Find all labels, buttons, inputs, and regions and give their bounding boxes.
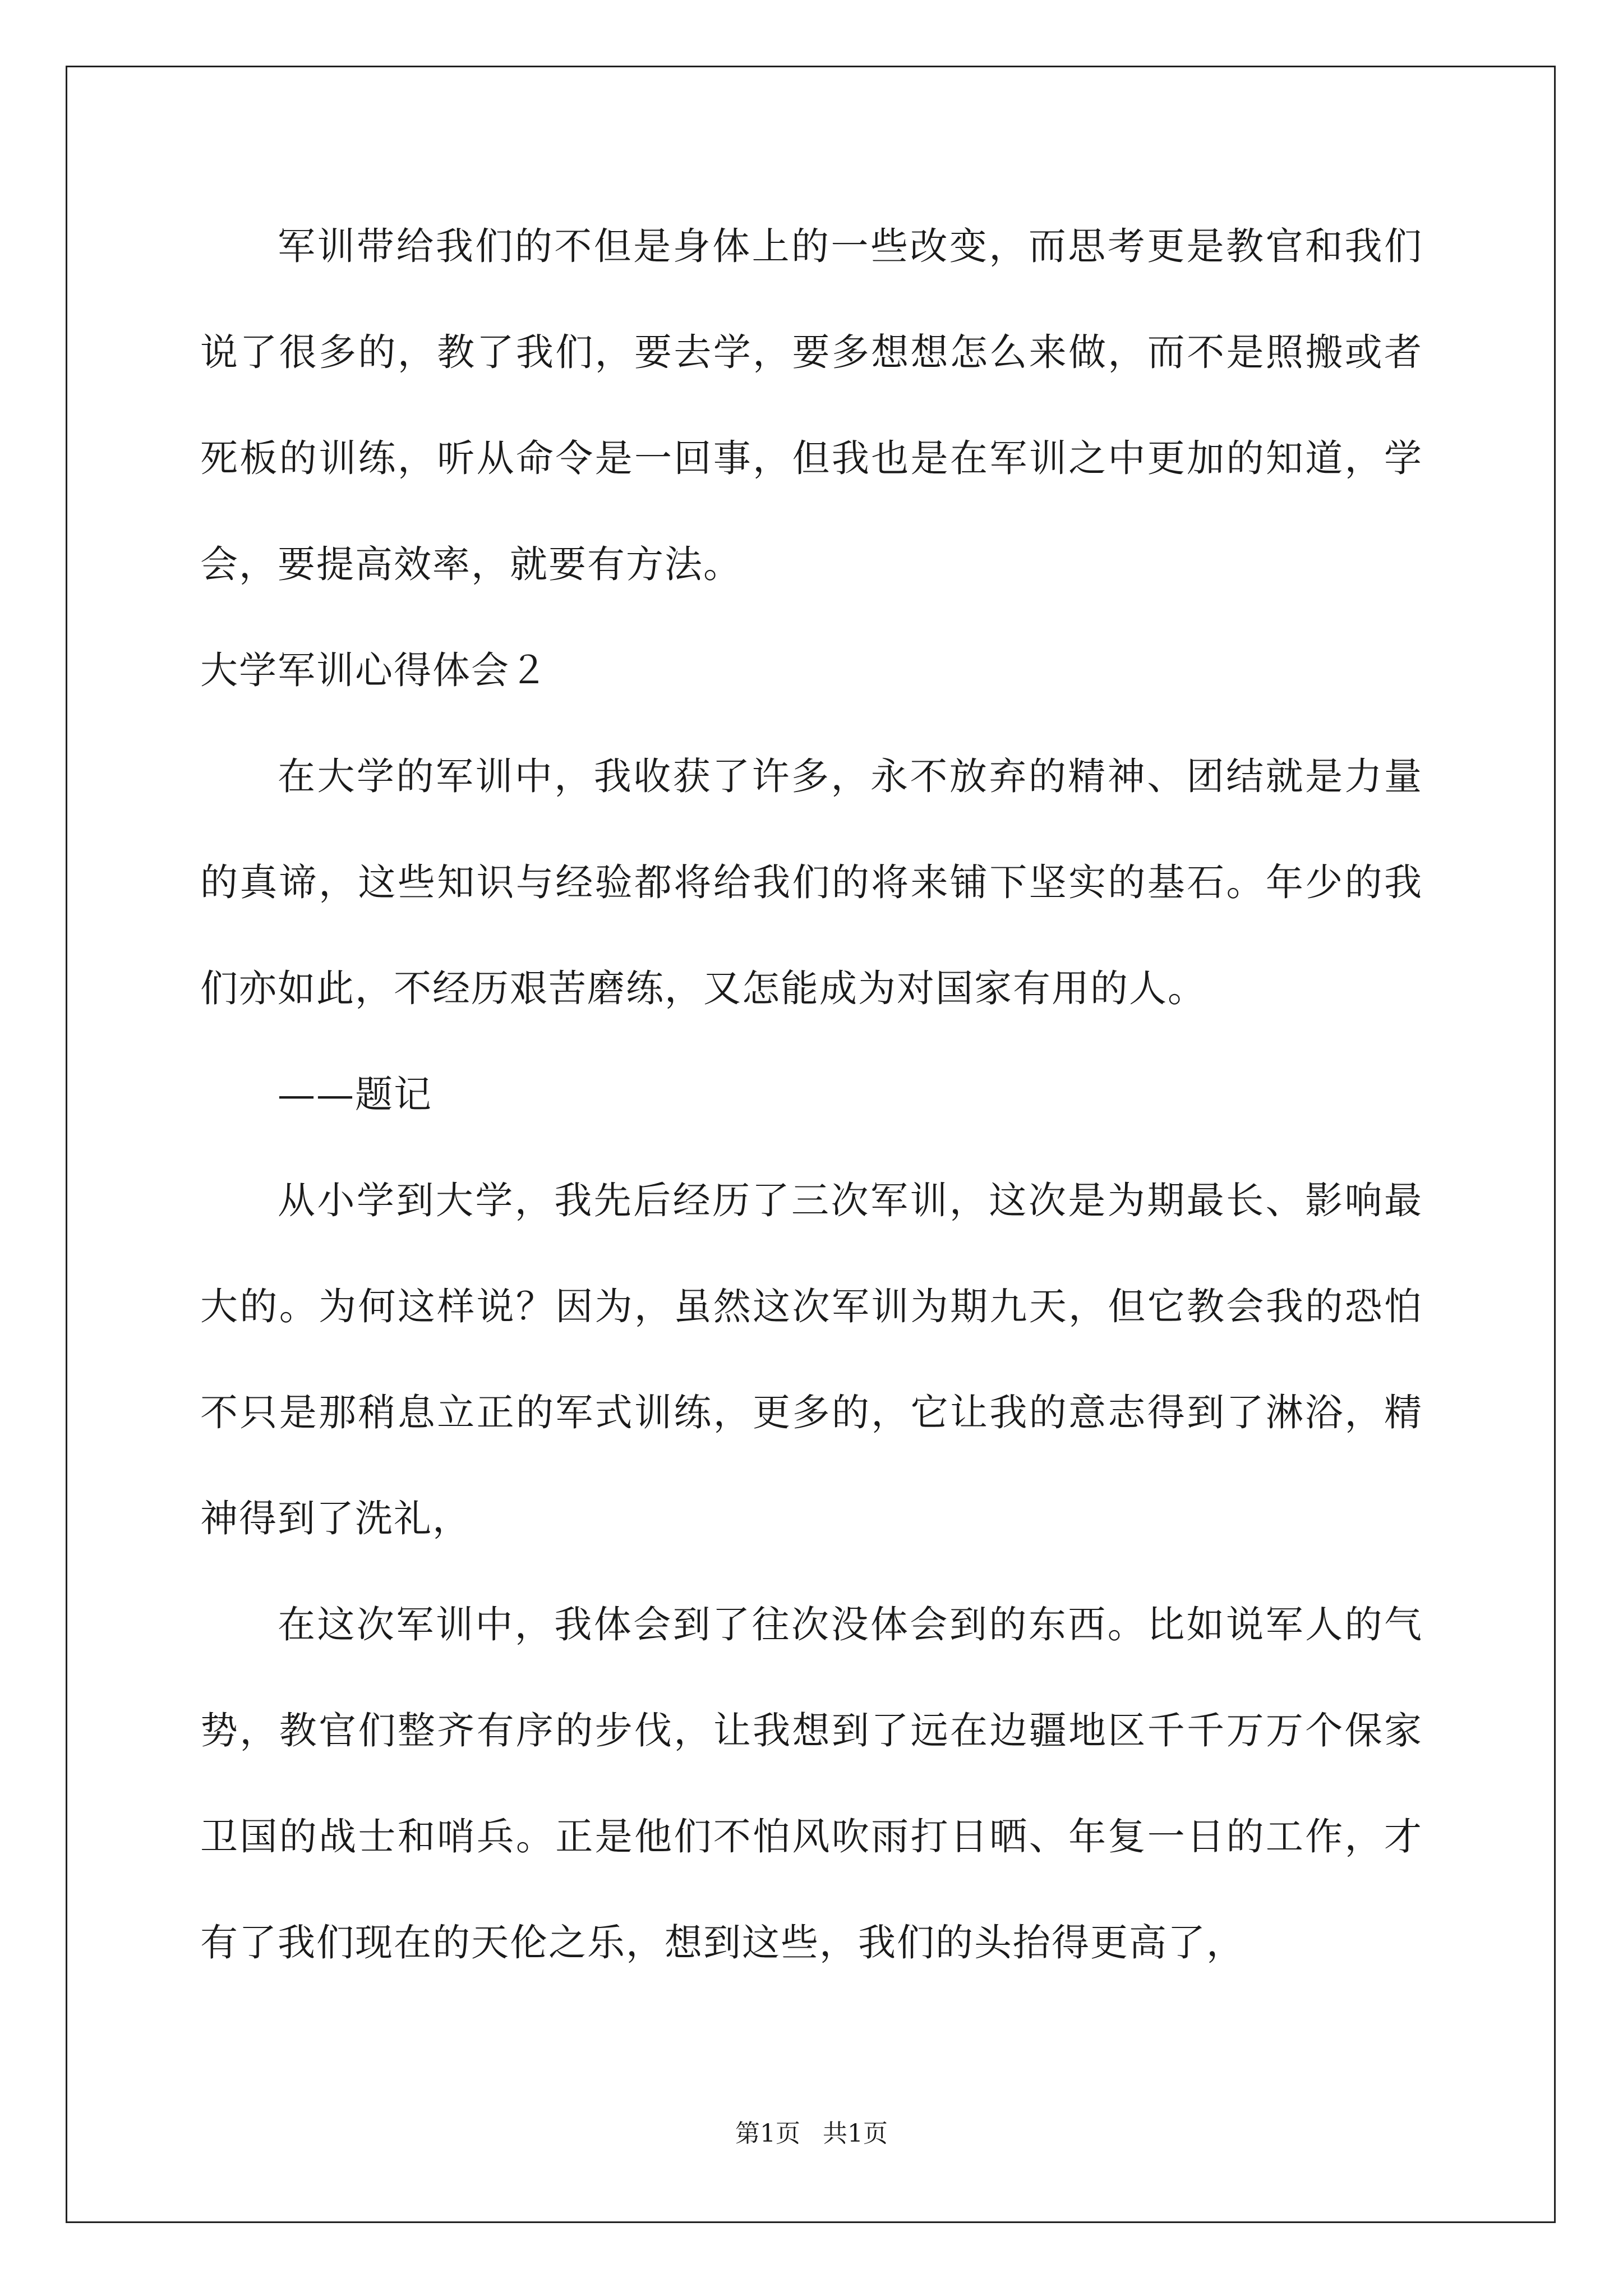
paragraph-4: 在这次军训中，我体会到了往次没体会到的东西。比如说军人的气势，教官们整齐有序的步伐，让我想到了远在边疆地区千千万万个保家卫国的战士和哨兵。正是他们不怕风吹雨打日晒、年复一日的工作，才有了我们现在的天伦之乐，想到这些，我们的头抬得更高了， [200, 1603, 1423, 1964]
page-number-total: 共1页 [823, 2119, 888, 2148]
page-number-current: 第1页 [735, 2119, 800, 2148]
epigraph-attribution: ——题记 [278, 1073, 432, 1116]
paragraph-1: 军训带给我们的不但是身体上的一些改变，而思考更是教官和我们说了很多的，教了我们，要去学，要多想想怎么来做，而不是照搬或者死板的训练，听从命令是一回事，但我也是在军训之中更加的知道，学会，要提高效率，就要有方法。 [200, 224, 1423, 586]
section-heading: 大学军训心得体会２ [200, 648, 548, 692]
paragraph-2: 在大学的军训中，我收获了许多，永不放弃的精神、团结就是力量的真谛，这些知识与经验都将给我们的将来铺下坚实的基石。年少的我们亦如此，不经历艰苦磨练，又怎能成为对国家有用的人。 [200, 754, 1423, 1010]
document-body [200, 194, 1423, 1996]
paragraph-3: 从小学到大学，我先后经历了三次军训，这次是为期最长、影响最大的。为何这样说？因为，虽然这次军训为期九天，但它教会我的恐怕不只是那稍息立正的军式训练，更多的，它让我的意志得到了淋浴，精神得到了洗礼， [200, 1179, 1423, 1540]
page-footer [0, 2117, 1623, 2151]
